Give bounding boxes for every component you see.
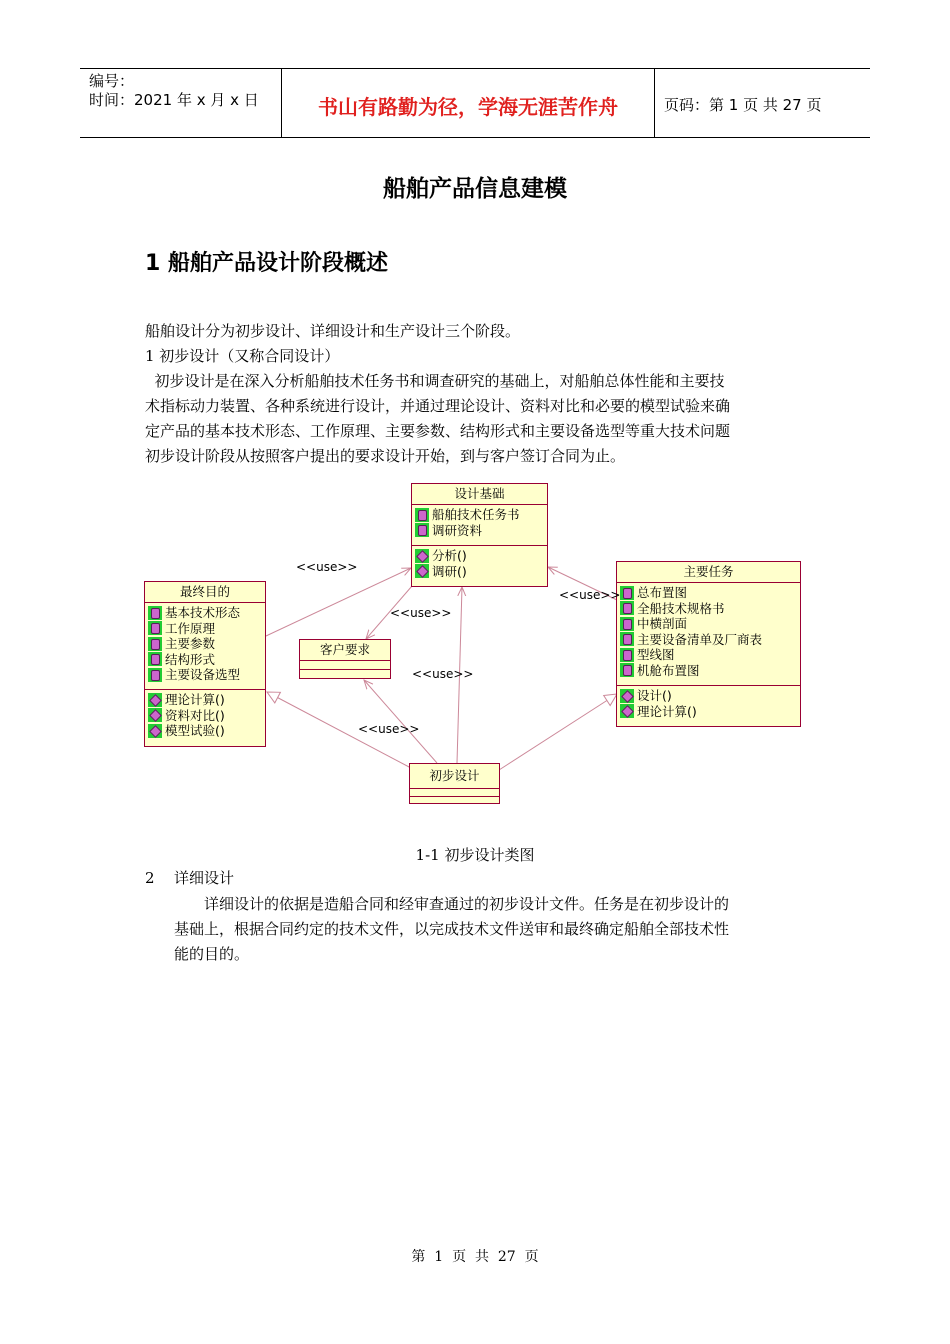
attribute-icon — [620, 663, 634, 677]
operation-icon — [148, 708, 162, 722]
paragraph-line: 初步设计阶段从按照客户提出的要求设计开始，到与客户签订合同为止。 — [145, 447, 626, 465]
paragraph-line: 能的目的。 — [174, 945, 250, 963]
operation-icon — [620, 689, 634, 703]
class-name: 最终目的 — [145, 582, 265, 603]
attribute-icon — [148, 652, 162, 666]
use-label: <<use>> — [412, 667, 474, 681]
attribute: 总布置图 — [637, 585, 688, 600]
attribute-icon — [415, 523, 429, 537]
operation: 理论计算() — [637, 703, 697, 719]
number-label: 编号： — [89, 72, 135, 90]
class-main-task — [616, 561, 801, 727]
time-label: 时间：2021 年 x 月 x 日 — [89, 91, 259, 109]
use-link — [266, 568, 411, 636]
paragraph-line: 基础上，根据合同约定的技术文件，以完成技术文件送审和最终确定船舶全部技术性 — [174, 920, 730, 938]
attribute: 中横剖面 — [637, 616, 688, 631]
attribute: 基本技术形态 — [165, 605, 241, 620]
paragraph-line: 详细设计的依据是造船合同和经审查通过的初步设计文件。任务是在初步设计的 — [204, 895, 730, 913]
inheritance-link — [499, 694, 617, 770]
operation-icon — [148, 724, 162, 738]
attribute-icon — [620, 601, 634, 615]
figure-caption: 1-1 初步设计类图 — [415, 846, 535, 864]
class-operations — [300, 670, 390, 678]
operation-icon — [415, 564, 429, 578]
attribute: 主要设备清单及厂商表 — [637, 631, 763, 647]
operation: 模型试验() — [165, 723, 225, 738]
operation-icon — [415, 549, 429, 563]
class-attributes — [617, 583, 800, 686]
class-operations — [145, 690, 265, 741]
attribute: 工作原理 — [165, 620, 216, 636]
class-name: 初步设计 — [410, 764, 499, 789]
operation: 理论计算() — [165, 692, 225, 707]
page-footer: 第 1 页 共 27 页 — [411, 1249, 539, 1265]
use-label: <<use>> — [390, 606, 452, 620]
attribute-icon — [620, 632, 634, 646]
subheading: 详细设计 — [174, 869, 235, 887]
attribute-icon — [148, 621, 162, 635]
document-title: 船舶产品信息建模 — [383, 176, 567, 202]
class-final-goal — [144, 581, 266, 747]
attribute-icon — [148, 668, 162, 682]
paragraph: 船舶设计分为初步设计、详细设计和生产设计三个阶段。 — [145, 322, 521, 340]
operation-icon — [148, 693, 162, 707]
class-design-basis — [411, 483, 548, 587]
class-name: 客户要求 — [300, 640, 390, 661]
attribute: 船舶技术任务书 — [432, 507, 520, 522]
operation: 资料对比() — [165, 707, 225, 723]
class-name: 设计基础 — [412, 484, 547, 505]
attribute-icon — [415, 508, 429, 522]
header-page-label: 页码：第 1 页 共 27 页 — [664, 96, 822, 114]
attribute-icon — [148, 637, 162, 651]
attribute: 调研资料 — [432, 522, 483, 538]
subheading-number: 2 — [145, 869, 155, 887]
attribute-icon — [620, 586, 634, 600]
attribute-icon — [148, 606, 162, 620]
class-preliminary-design — [409, 763, 500, 804]
use-label: <<use>> — [358, 722, 420, 736]
attribute: 全船技术规格书 — [637, 600, 725, 616]
paragraph-line: 术指标动力装置、各种系统进行设计，并通过理论设计、资料对比和必要的模型试验来确 — [145, 397, 731, 415]
class-attributes — [410, 789, 499, 797]
class-attributes — [300, 661, 390, 670]
class-attributes — [145, 603, 265, 690]
section-heading: 1 船舶产品设计阶段概述 — [145, 251, 388, 276]
paragraph-line: 初步设计是在深入分析船舶技术任务书和调查研究的基础上，对船舶总体性能和主要技 — [145, 372, 725, 390]
class-operations — [412, 546, 547, 581]
operation: 设计() — [637, 688, 672, 703]
operation: 分析() — [432, 548, 467, 563]
use-label: <<use>> — [296, 560, 358, 574]
class-name: 主要任务 — [617, 562, 800, 583]
attribute: 型线图 — [637, 647, 675, 662]
operation: 调研() — [432, 563, 467, 579]
attribute-icon — [620, 617, 634, 631]
attribute: 主要设备选型 — [165, 667, 241, 682]
header-motto: 书山有路勤为径，学海无涯苦作舟 — [318, 95, 618, 119]
paragraph-line: 定产品的基本技术形态、工作原理、主要参数、结构形式和主要设备选型等重大技术问题 — [145, 422, 731, 440]
use-label: <<use>> — [559, 588, 621, 602]
class-attributes — [412, 505, 547, 546]
class-operations — [410, 797, 499, 804]
attribute: 机舱布置图 — [637, 662, 700, 678]
class-operations — [617, 686, 800, 721]
attribute-icon — [620, 648, 634, 662]
operation-icon — [620, 704, 634, 718]
attribute: 结构形式 — [165, 651, 216, 667]
subheading: 1 初步设计（又称合同设计） — [145, 347, 340, 365]
class-customer-requirements — [299, 639, 391, 679]
attribute: 主要参数 — [165, 636, 216, 651]
